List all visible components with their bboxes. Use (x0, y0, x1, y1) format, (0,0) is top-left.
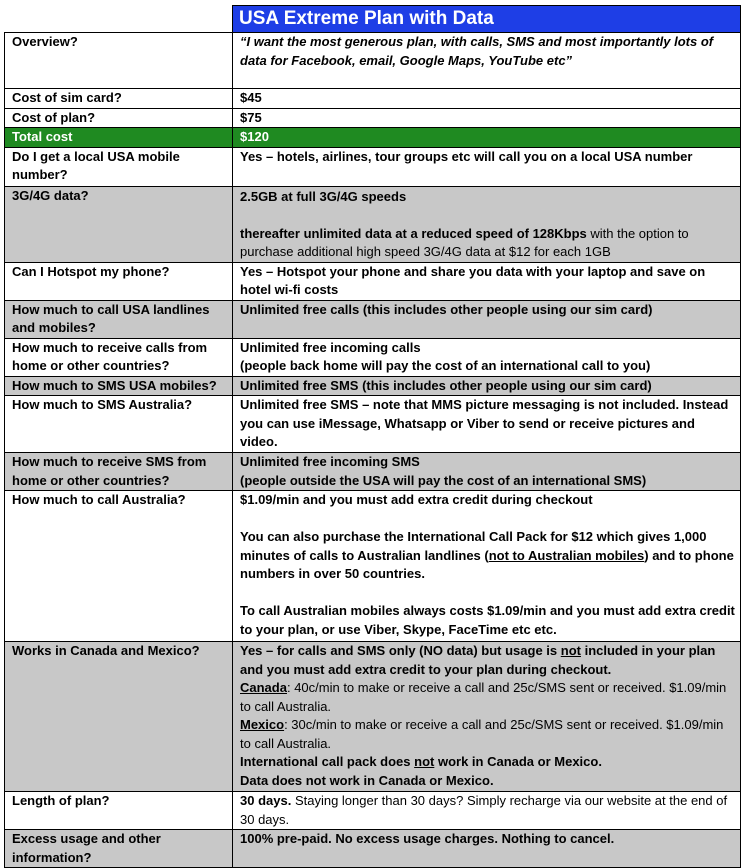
table-row-total-cost (5, 128, 741, 148)
data-note: Data does not work in Canada or Mexico. (240, 772, 494, 788)
row-label: Cost of plan? (5, 108, 233, 128)
table-row-plan-cost (5, 108, 741, 128)
table-row-call-usa (5, 300, 741, 338)
row-label: Overview? (5, 33, 233, 89)
table-row-receive-sms (5, 453, 741, 491)
intro-a: Yes – for calls and SMS only (NO data) but usage is (240, 643, 561, 658)
table-row-canada-mexico (5, 642, 741, 792)
row-label: How much to SMS USA mobiles? (5, 376, 233, 396)
table-row-sms-australia (5, 396, 741, 453)
table-row-hotspot (5, 262, 741, 300)
plan-table (4, 5, 741, 868)
row-label: How much to SMS Australia? (5, 396, 233, 453)
length-bold: 30 days. (240, 793, 292, 808)
table-row-call-australia (5, 491, 741, 642)
data-line-2-rest: with the option to purchase additional high speed 3G/4G data at $12 for each 1GB (240, 225, 689, 259)
row-label: Length of plan? (5, 792, 233, 830)
table-row-excess (5, 830, 741, 868)
receive-sms-line-2: (people outside the USA will pay the cost of an international SMS) (240, 472, 647, 488)
row-value: $75 (233, 108, 741, 128)
table-row-sms-usa (5, 376, 741, 396)
call-aus-p2-a: You can also purchase the International Call Pack for $12 which gives 1,000 minutes of calls to Australian landlines ( (240, 529, 707, 563)
title-row (5, 6, 741, 33)
row-value (233, 453, 741, 491)
row-label: Total cost (5, 128, 233, 148)
table-row-receive-calls (5, 338, 741, 376)
pack-line (240, 753, 736, 772)
row-value (233, 491, 741, 642)
table-row-local-number (5, 147, 741, 186)
length-rest: Staying longer than 30 days? Simply recharge via our website at the end of 30 days. (240, 793, 728, 827)
row-value: “I want the most generous plan, with calls, SMS and most importantly lots of data for Facebook, email, Google Maps, YouTube etc” (233, 33, 741, 89)
data-line-2 (240, 225, 736, 262)
canada-text: : 40c/min to make or receive a call and 25c/SMS sent or received. $1.09/min to call Australia. (240, 680, 727, 714)
title-blank-cell (5, 6, 233, 33)
table-row-length (5, 792, 741, 830)
row-value: Unlimited free calls (this includes other people using our sim card) (233, 300, 741, 338)
row-label: 3G/4G data? (5, 186, 233, 262)
row-label: How much to receive calls from home or other countries? (5, 338, 233, 376)
call-aus-p1: $1.09/min and you must add extra credit during checkout (240, 492, 593, 507)
row-value (233, 186, 741, 262)
canada-mexico-intro (240, 642, 736, 679)
row-value: Unlimited free SMS (this includes other people using our sim card) (233, 376, 741, 396)
pack-a: International call pack does (240, 754, 415, 769)
row-label: Can I Hotspot my phone? (5, 262, 233, 300)
row-label: Excess usage and other information? (5, 830, 233, 868)
receive-calls-line-1: Unlimited free incoming calls (240, 339, 421, 355)
row-value: Yes – Hotspot your phone and share you data with your laptop and save on hotel wi-fi costs (233, 262, 741, 300)
call-aus-p2-b: ) and to phone numbers in over 50 countries. (240, 547, 734, 581)
row-value: $45 (233, 89, 741, 109)
row-value: Yes – hotels, airlines, tour groups etc will call you on a local USA number (233, 147, 741, 186)
data-line-1: 2.5GB at full 3G/4G speeds (240, 188, 407, 204)
table-row-overview (5, 33, 741, 89)
row-value (233, 792, 741, 830)
row-label: Cost of sim card? (5, 89, 233, 109)
intro-b: included in your plan and you must add extra credit to your plan during checkout. (240, 643, 716, 677)
plan-title: USA Extreme Plan with Data (233, 6, 741, 33)
table-row-sim-cost (5, 89, 741, 109)
row-label: How much to receive SMS from home or other countries? (5, 453, 233, 491)
row-value: $120 (233, 128, 741, 148)
mexico-text: : 30c/min to make or receive a call and 25c/SMS sent or received. $1.09/min to call Australia. (240, 717, 724, 751)
receive-sms-line-1: Unlimited free incoming SMS (240, 454, 420, 469)
pack-b: work in Canada or Mexico. (434, 754, 602, 769)
row-value (233, 338, 741, 376)
receive-calls-line-2: (people back home will pay the cost of an international call to you) (240, 358, 651, 373)
row-value: Unlimited free SMS – note that MMS picture messaging is not included. Instead you can use iMessage, Whatsapp or Viber to send or receive pictures and video. (233, 396, 741, 453)
canada-label: Canada (240, 680, 287, 695)
row-label: How much to call USA landlines and mobiles? (5, 300, 233, 338)
row-label: Works in Canada and Mexico? (5, 642, 233, 792)
table-row-data (5, 186, 741, 262)
row-value (233, 642, 741, 792)
row-value: 100% pre-paid. No excess usage charges. Nothing to cancel. (233, 830, 741, 868)
data-line-2-bold: thereafter unlimited data at a reduced speed of 128Kbps (240, 225, 587, 241)
call-aus-p2-underline: not to Australian mobiles (488, 547, 645, 563)
mexico-label: Mexico (240, 717, 285, 732)
call-aus-p2 (240, 528, 736, 584)
row-label: Do I get a local USA mobile number? (5, 147, 233, 186)
row-label: How much to call Australia? (5, 491, 233, 642)
call-aus-p3: To call Australian mobiles always costs $1.09/min and you must add extra credit to your plan, or use Viber, Skype, FaceTime etc etc. (240, 603, 735, 637)
mexico-line (240, 716, 736, 753)
intro-underline: not (560, 643, 581, 658)
pack-underline: not (414, 754, 435, 769)
canada-line (240, 679, 736, 716)
